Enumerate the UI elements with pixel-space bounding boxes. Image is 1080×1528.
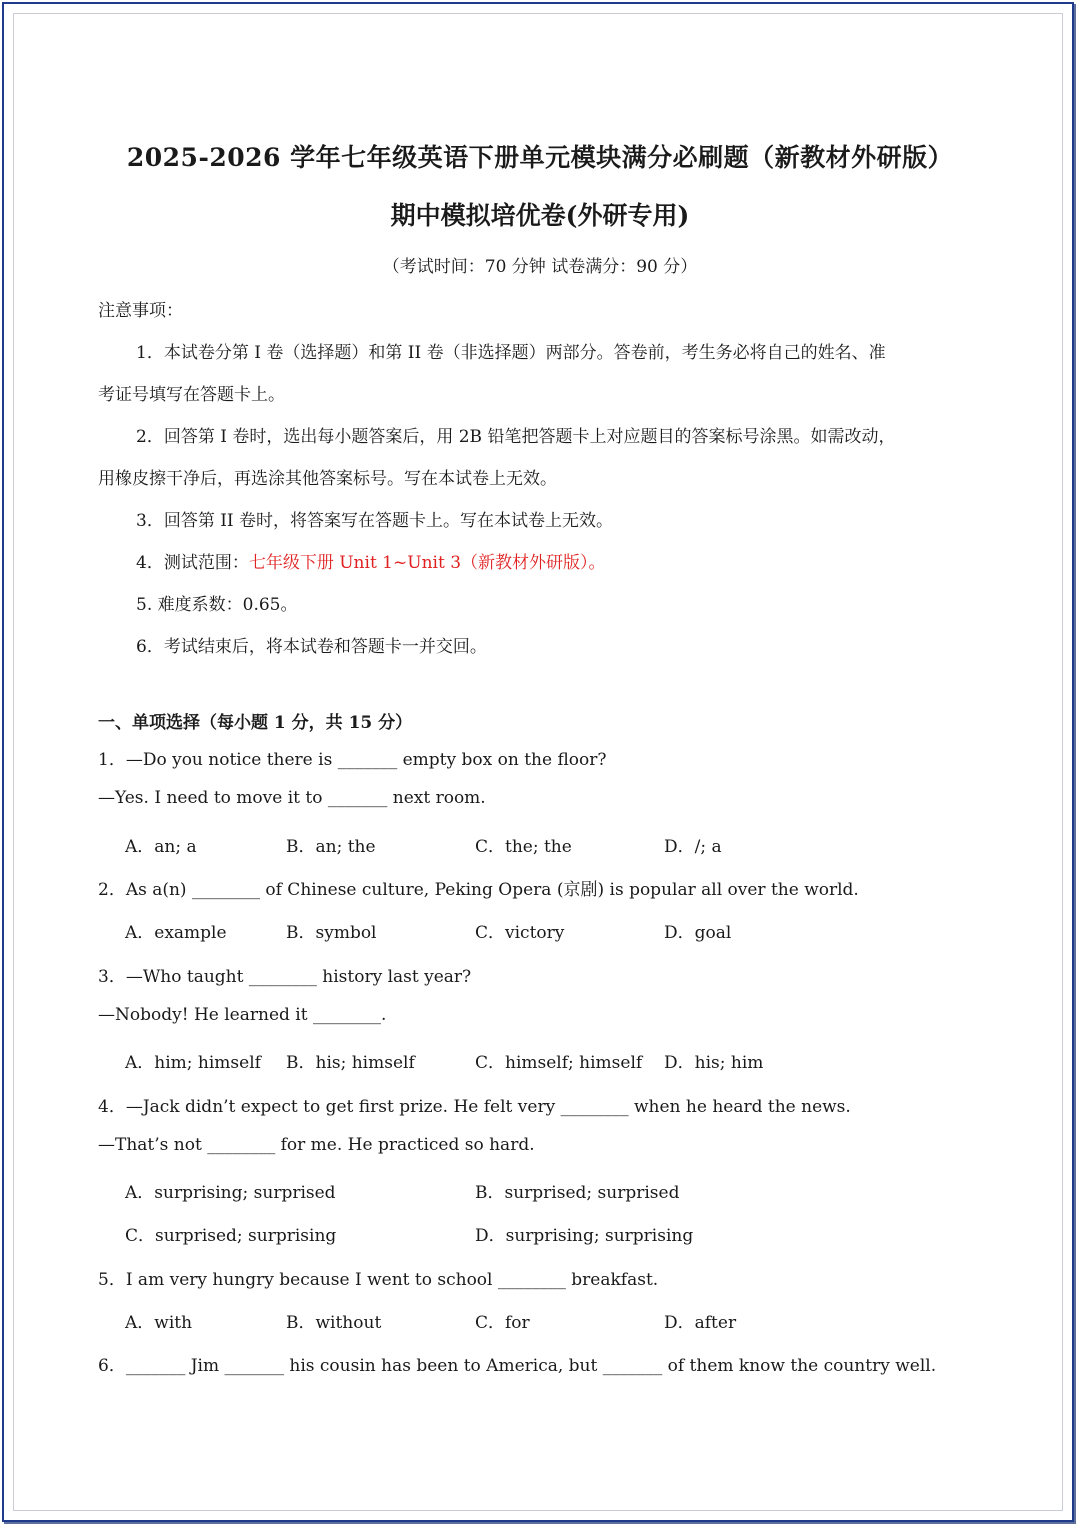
question-5-line-1: 5．I am very hungry because I went to school ________ breakfast. — [98, 1270, 659, 1290]
question-4-option-a: A．surprising; surprised — [125, 1183, 336, 1203]
note-5: 5. 难度系数：0.65。 — [136, 595, 298, 615]
note-1-line-2: 考证号填写在答题卡上。 — [98, 385, 285, 405]
question-2-option-b: B．symbol — [286, 923, 377, 943]
note-4-scope: 七年级下册 Unit 1~Unit 3（新教材外研版）。 — [248, 553, 606, 573]
question-3-option-c: C．himself; himself — [475, 1053, 643, 1073]
question-5-option-a: A．with — [125, 1313, 193, 1333]
note-1-line-1: 1．本试卷分第 I 卷（选择题）和第 II 卷（非选择题）两部分。答卷前，考生务必将自己的姓名、准 — [136, 343, 886, 363]
question-3-option-b: B．his; himself — [286, 1053, 415, 1073]
question-5-option-c: C．for — [475, 1313, 530, 1333]
notes-heading: 注意事项： — [98, 301, 183, 321]
question-3-option-d: D．his; him — [664, 1053, 764, 1073]
note-3: 3．回答第 II 卷时，将答案写在答题卡上。写在本试卷上无效。 — [136, 511, 614, 531]
question-1-option-b: B．an; the — [286, 837, 376, 857]
question-6-line-1: 6．_______ Jim _______ his cousin has been to America, but _______ of them know the country well. — [98, 1356, 937, 1376]
question-4-option-c: C．surprised; surprising — [125, 1226, 337, 1246]
question-5-option-d: D．after — [664, 1313, 737, 1333]
exam-title: 2025-2026 学年七年级英语下册单元模块满分必刷题（新教材外研版） — [126, 143, 954, 172]
question-5-option-b: B．without — [286, 1313, 382, 1333]
question-1-option-a: A．an; a — [125, 837, 197, 857]
question-3-option-a: A．him; himself — [125, 1053, 261, 1073]
question-3-line-2: —Nobody! He learned it ________. — [98, 1005, 387, 1025]
question-4-line-2: —That’s not ________ for me. He practiced so hard. — [98, 1135, 535, 1155]
note-2-line-1: 2．回答第 I 卷时，选出每小题答案后，用 2B 铅笔把答题卡上对应题目的答案标号涂黑。如需改动， — [136, 427, 896, 447]
question-4-option-b: B．surprised; surprised — [475, 1183, 680, 1203]
question-2-option-d: D．goal — [664, 923, 732, 943]
question-2-option-c: C．victory — [475, 923, 565, 943]
question-2-line-1: 2．As a(n) ________ of Chinese culture, Peking Opera (京剧) is popular all over the world. — [98, 880, 859, 900]
note-6: 6．考试结束后，将本试卷和答题卡一并交回。 — [136, 637, 487, 657]
question-1-option-c: C．the; the — [475, 837, 572, 857]
exam-info: （考试时间：70 分钟 试卷满分：90 分） — [382, 257, 698, 277]
note-4-prefix: 4．测试范围： — [136, 553, 249, 573]
question-4-option-d: D．surprising; surprising — [475, 1226, 694, 1246]
note-2-line-2: 用橡皮擦干净后，再选涂其他答案标号。写在本试卷上无效。 — [98, 469, 557, 489]
question-1-option-d: D．/; a — [664, 837, 722, 857]
question-1-line-1: 1．—Do you notice there is _______ empty box on the floor? — [98, 750, 607, 770]
note-4 — [136, 548, 606, 573]
question-1-line-2: —Yes. I need to move it to _______ next room. — [98, 788, 486, 808]
section-1-heading: 一、单项选择（每小题 1 分，共 15 分） — [98, 713, 413, 733]
question-2-option-a: A．example — [125, 923, 227, 943]
exam-subtitle: 期中模拟培优卷(外研专用) — [390, 201, 690, 230]
question-3-line-1: 3．—Who taught ________ history last year? — [98, 967, 472, 987]
question-4-line-1: 4．—Jack didn’t expect to get first prize. He felt very ________ when he heard the news. — [98, 1097, 851, 1117]
